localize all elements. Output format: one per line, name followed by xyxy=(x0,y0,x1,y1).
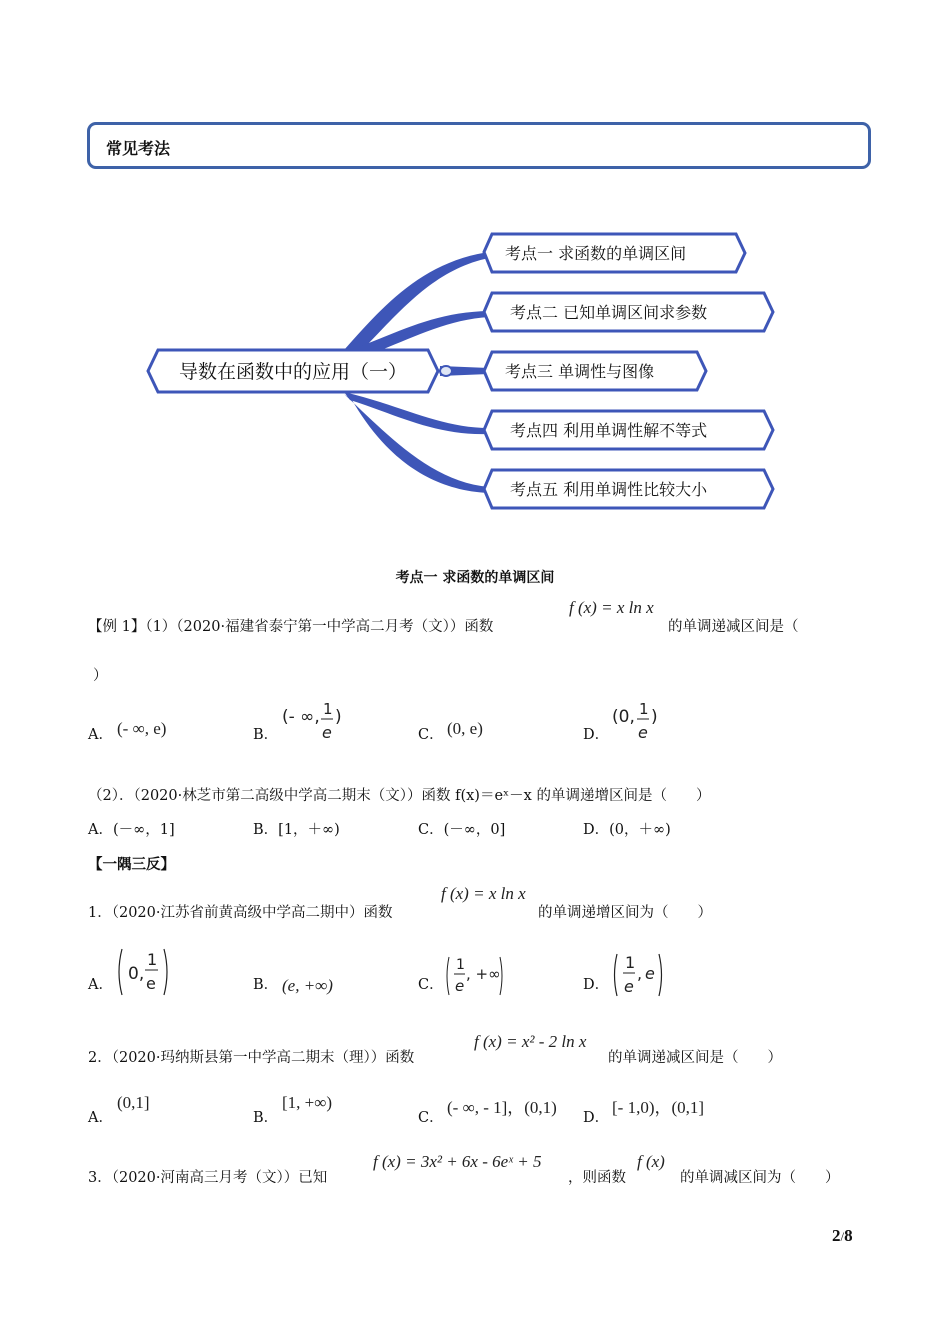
p2-option-a-value: (0,1] xyxy=(117,1093,150,1112)
ex1-option-d-label: D． xyxy=(583,727,610,743)
mindmap-center-text: 导数在函数中的应用（一） xyxy=(178,361,408,383)
p1-option-c-value xyxy=(445,953,507,1003)
ex1-q2-option-c: C．(－∞，0] xyxy=(418,822,506,838)
ex1-option-d-value xyxy=(612,700,667,744)
svg-text:, +∞: , +∞ xyxy=(466,965,501,983)
branch-text-1: 考点一 求函数的单调区间 xyxy=(505,244,687,263)
ex1-option-c-value: (0, e) xyxy=(447,719,483,738)
p1-option-a-value xyxy=(116,945,172,1005)
practice3-formula: f (x) = 3x² + 6x - 6eˣ + 5 xyxy=(373,1152,542,1171)
svg-text:(0,: (0, xyxy=(612,707,635,727)
ex1-q2-option-a: A．(－∞，1] xyxy=(88,822,175,838)
topic-heading: 考点一 求函数的单调区间 xyxy=(395,570,555,586)
svg-text:e: e xyxy=(645,964,655,983)
svg-text:1: 1 xyxy=(147,950,158,969)
branch-text-2: 考点二 已知单调区间求参数 xyxy=(510,303,708,322)
svg-text:,: , xyxy=(637,964,643,983)
practice3-suffix: 的单调减区间为（ ） xyxy=(680,1170,840,1186)
example1-q1-close: ） xyxy=(93,668,108,684)
mindmap-node-dot xyxy=(440,366,452,376)
practice3-prefix: 3．（2020·河南高三月考（文））已知 xyxy=(88,1170,328,1186)
connector-4 xyxy=(344,392,489,434)
svg-text:1: 1 xyxy=(323,700,333,718)
ex1-option-b-label: B． xyxy=(253,727,279,743)
ex1-q2-option-d: D．(0，＋∞) xyxy=(583,822,671,838)
practice1-prefix: 1．（2020·江苏省前黄高级中学高二期中）函数 xyxy=(88,905,393,921)
section-title: 常见考法 xyxy=(106,139,171,158)
branch-text-5: 考点五 利用单调性比较大小 xyxy=(510,480,708,499)
p2-option-d-label: D． xyxy=(583,1110,610,1126)
p1-option-b-value: (e, +∞) xyxy=(282,976,333,995)
mindmap xyxy=(0,0,950,560)
p1-option-d-label: D． xyxy=(583,977,610,993)
svg-text:e: e xyxy=(455,977,465,995)
practice-title: 【一隅三反】 xyxy=(88,856,175,873)
p2-option-a-label: A． xyxy=(88,1110,113,1126)
svg-text:e: e xyxy=(624,977,634,996)
svg-text:1: 1 xyxy=(625,953,636,972)
svg-text:e: e xyxy=(322,723,332,742)
svg-text:1: 1 xyxy=(456,957,465,973)
p2-option-c-value: (- ∞, - 1]，(0,1) xyxy=(447,1098,557,1117)
svg-text:): ) xyxy=(335,707,342,727)
p1-option-a-label: A． xyxy=(88,977,113,993)
p2-option-d-value: [- 1,0)，(0,1] xyxy=(612,1098,705,1117)
p1-option-c-label: C． xyxy=(418,977,444,993)
ex1-option-c-label: C． xyxy=(418,727,444,743)
ex1-option-a-value: (- ∞, e) xyxy=(117,719,167,738)
p2-option-b-value: [1, +∞) xyxy=(282,1093,333,1112)
practice1-suffix: 的单调递增区间为（ ） xyxy=(538,905,712,921)
branch-text-4: 考点四 利用单调性解不等式 xyxy=(510,421,708,440)
svg-text:1: 1 xyxy=(639,700,649,718)
svg-text:e: e xyxy=(638,723,648,742)
svg-text:0,: 0, xyxy=(128,964,145,984)
example1-q2-text: （2）．（2020·林芝市第二高级中学高二期末（文））函数 f(x)＝eˣ－x 的单调递增区间是（ ） xyxy=(88,788,711,804)
page-number: 2/8 xyxy=(832,1226,853,1245)
svg-text:e: e xyxy=(146,974,156,993)
example1-q1-formula: f (x) = x ln x xyxy=(569,598,654,617)
p1-option-b-label: B． xyxy=(253,977,279,993)
ex1-option-a-label: A． xyxy=(88,727,113,743)
connector-5 xyxy=(344,394,489,493)
practice2-formula: f (x) = x² - 2 ln x xyxy=(474,1032,587,1051)
connector-1 xyxy=(344,252,489,356)
practice3-formula2: f (x) xyxy=(637,1152,665,1171)
example1-q1-prefix: 【例 1】（1）（2020·福建省泰宁第一中学高二月考（文））函数 xyxy=(88,619,494,635)
practice2-suffix: 的单调递减区间是（ ） xyxy=(608,1050,782,1066)
practice3-mid: ，则函数 xyxy=(568,1170,626,1186)
p2-option-b-label: B． xyxy=(253,1110,279,1126)
ex1-q2-option-b: B．[1，＋∞) xyxy=(253,822,340,838)
p2-option-c-label: C． xyxy=(418,1110,444,1126)
svg-text:): ) xyxy=(651,707,658,727)
practice1-formula: f (x) = x ln x xyxy=(441,884,526,903)
ex1-option-b-value xyxy=(282,700,347,744)
branch-text-3: 考点三 单调性与图像 xyxy=(505,362,655,381)
svg-text:(- ∞,: (- ∞, xyxy=(282,707,320,727)
p1-option-d-value xyxy=(612,950,668,1006)
example1-q1-suffix: 的单调递减区间是（ xyxy=(668,619,799,635)
practice2-prefix: 2．（2020·玛纳斯县第一中学高二期末（理））函数 xyxy=(88,1050,415,1066)
